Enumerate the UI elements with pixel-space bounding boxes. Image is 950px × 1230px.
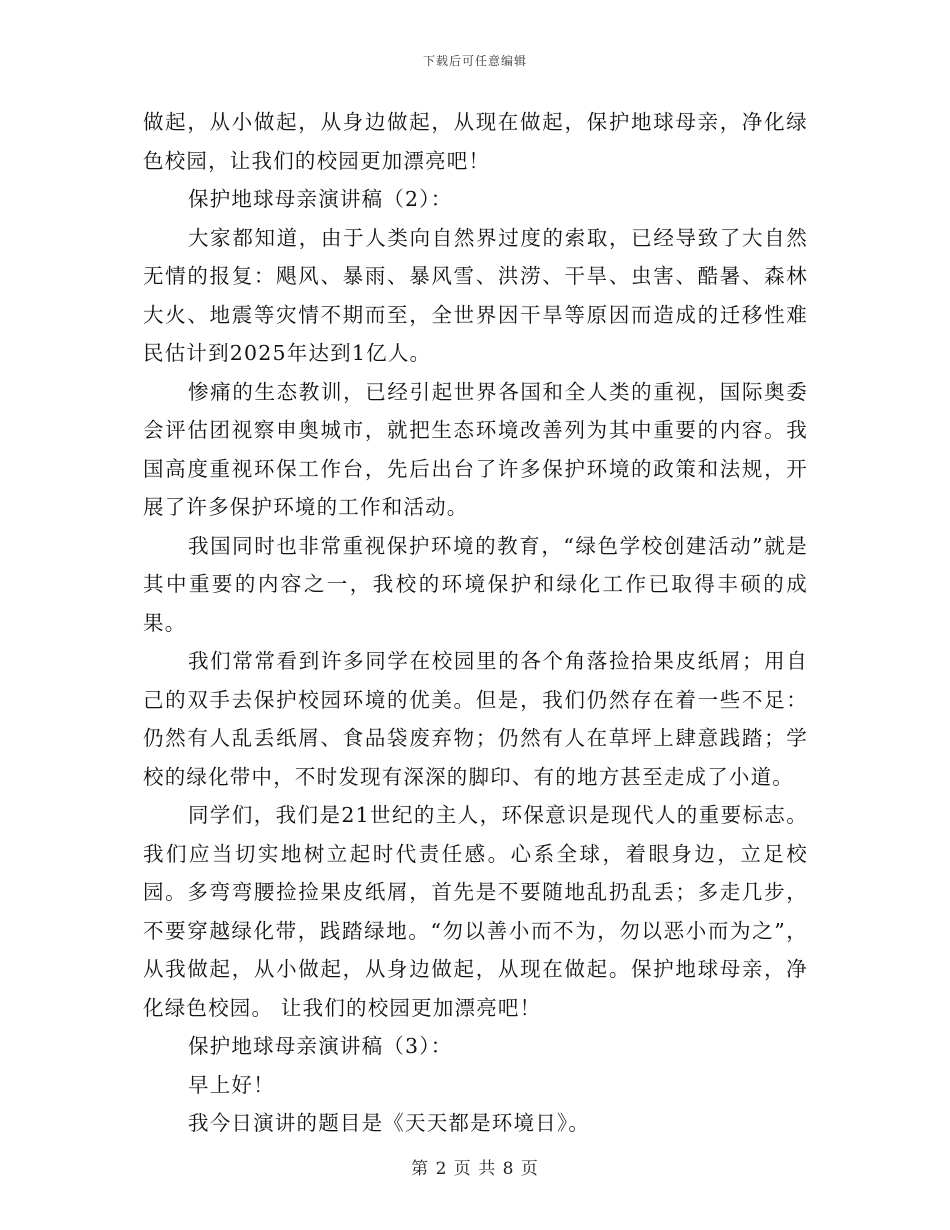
page-number: 第 2 页 共 8 页 <box>411 1159 539 1179</box>
paragraph: 我今日演讲的题目是《天天都是环境日》。 <box>188 1111 591 1135</box>
document-body <box>143 103 808 1143</box>
paragraph: 同学们，我们是21世纪的主人，环保意识是现代人的重要标志。我们应当切实地树立起时代责任感。心系全球，着眼身边，立足校园。多弯弯腰捡捡果皮纸屑，首先是不要随地乱扔乱丢；多走几步，不要穿越绿化带，践踏绿地。“勿以善小而不为，勿以恶小而为之”，从我做起，从小做起，从身边做起，从现在做起。保护地球母亲，净化绿色校园。 让我们的校园更加漂亮吧！ <box>143 803 808 1020</box>
page-header <box>0 52 950 69</box>
page-footer <box>0 1154 950 1179</box>
section-heading: 保护地球母亲演讲稿（3）： <box>188 1034 453 1058</box>
section-heading: 保护地球母亲演讲稿（2）： <box>188 187 453 211</box>
paragraph: 我们常常看到许多同学在校园里的各个角落捡拾果皮纸屑；用自己的双手去保护校园环境的优美。但是，我们仍然存在着一些不足：仍然有人乱丢纸屑、食品袋废弃物；仍然有人在草坪上肆意践踏；学校的绿化带中，不时发现有深深的脚印、有的地方甚至走成了小道。 <box>143 649 808 789</box>
paragraph: 做起，从小做起，从身边做起，从现在做起，保护地球母亲，净化绿色校园，让我们的校园更加漂亮吧！ <box>143 110 808 173</box>
header-text: 下载后可任意编辑 <box>422 54 527 68</box>
paragraph: 大家都知道，由于人类向自然界过度的索取，已经导致了大自然无情的报复：飓风、暴雨、暴风雪、洪涝、干旱、虫害、酷暑、森林大火、地震等灾情不期而至，全世界因干旱等原因而造成的迁移性难民估计到2025年达到1亿人。 <box>143 225 808 365</box>
paragraph: 我国同时也非常重视保护环境的教育，“绿色学校创建活动”就是其中重要的内容之一，我校的环境保护和绿化工作已取得丰硕的成果。 <box>143 533 808 635</box>
paragraph: 早上好！ <box>188 1072 275 1097</box>
paragraph: 惨痛的生态教训，已经引起世界各国和全人类的重视，国际奥委会评估团视察申奥城市，就把生态环境改善列为其中重要的内容。我国高度重视环保工作台，先后出台了许多保护环境的政策和法规，开展了许多保护环境的工作和活动。 <box>143 379 808 519</box>
